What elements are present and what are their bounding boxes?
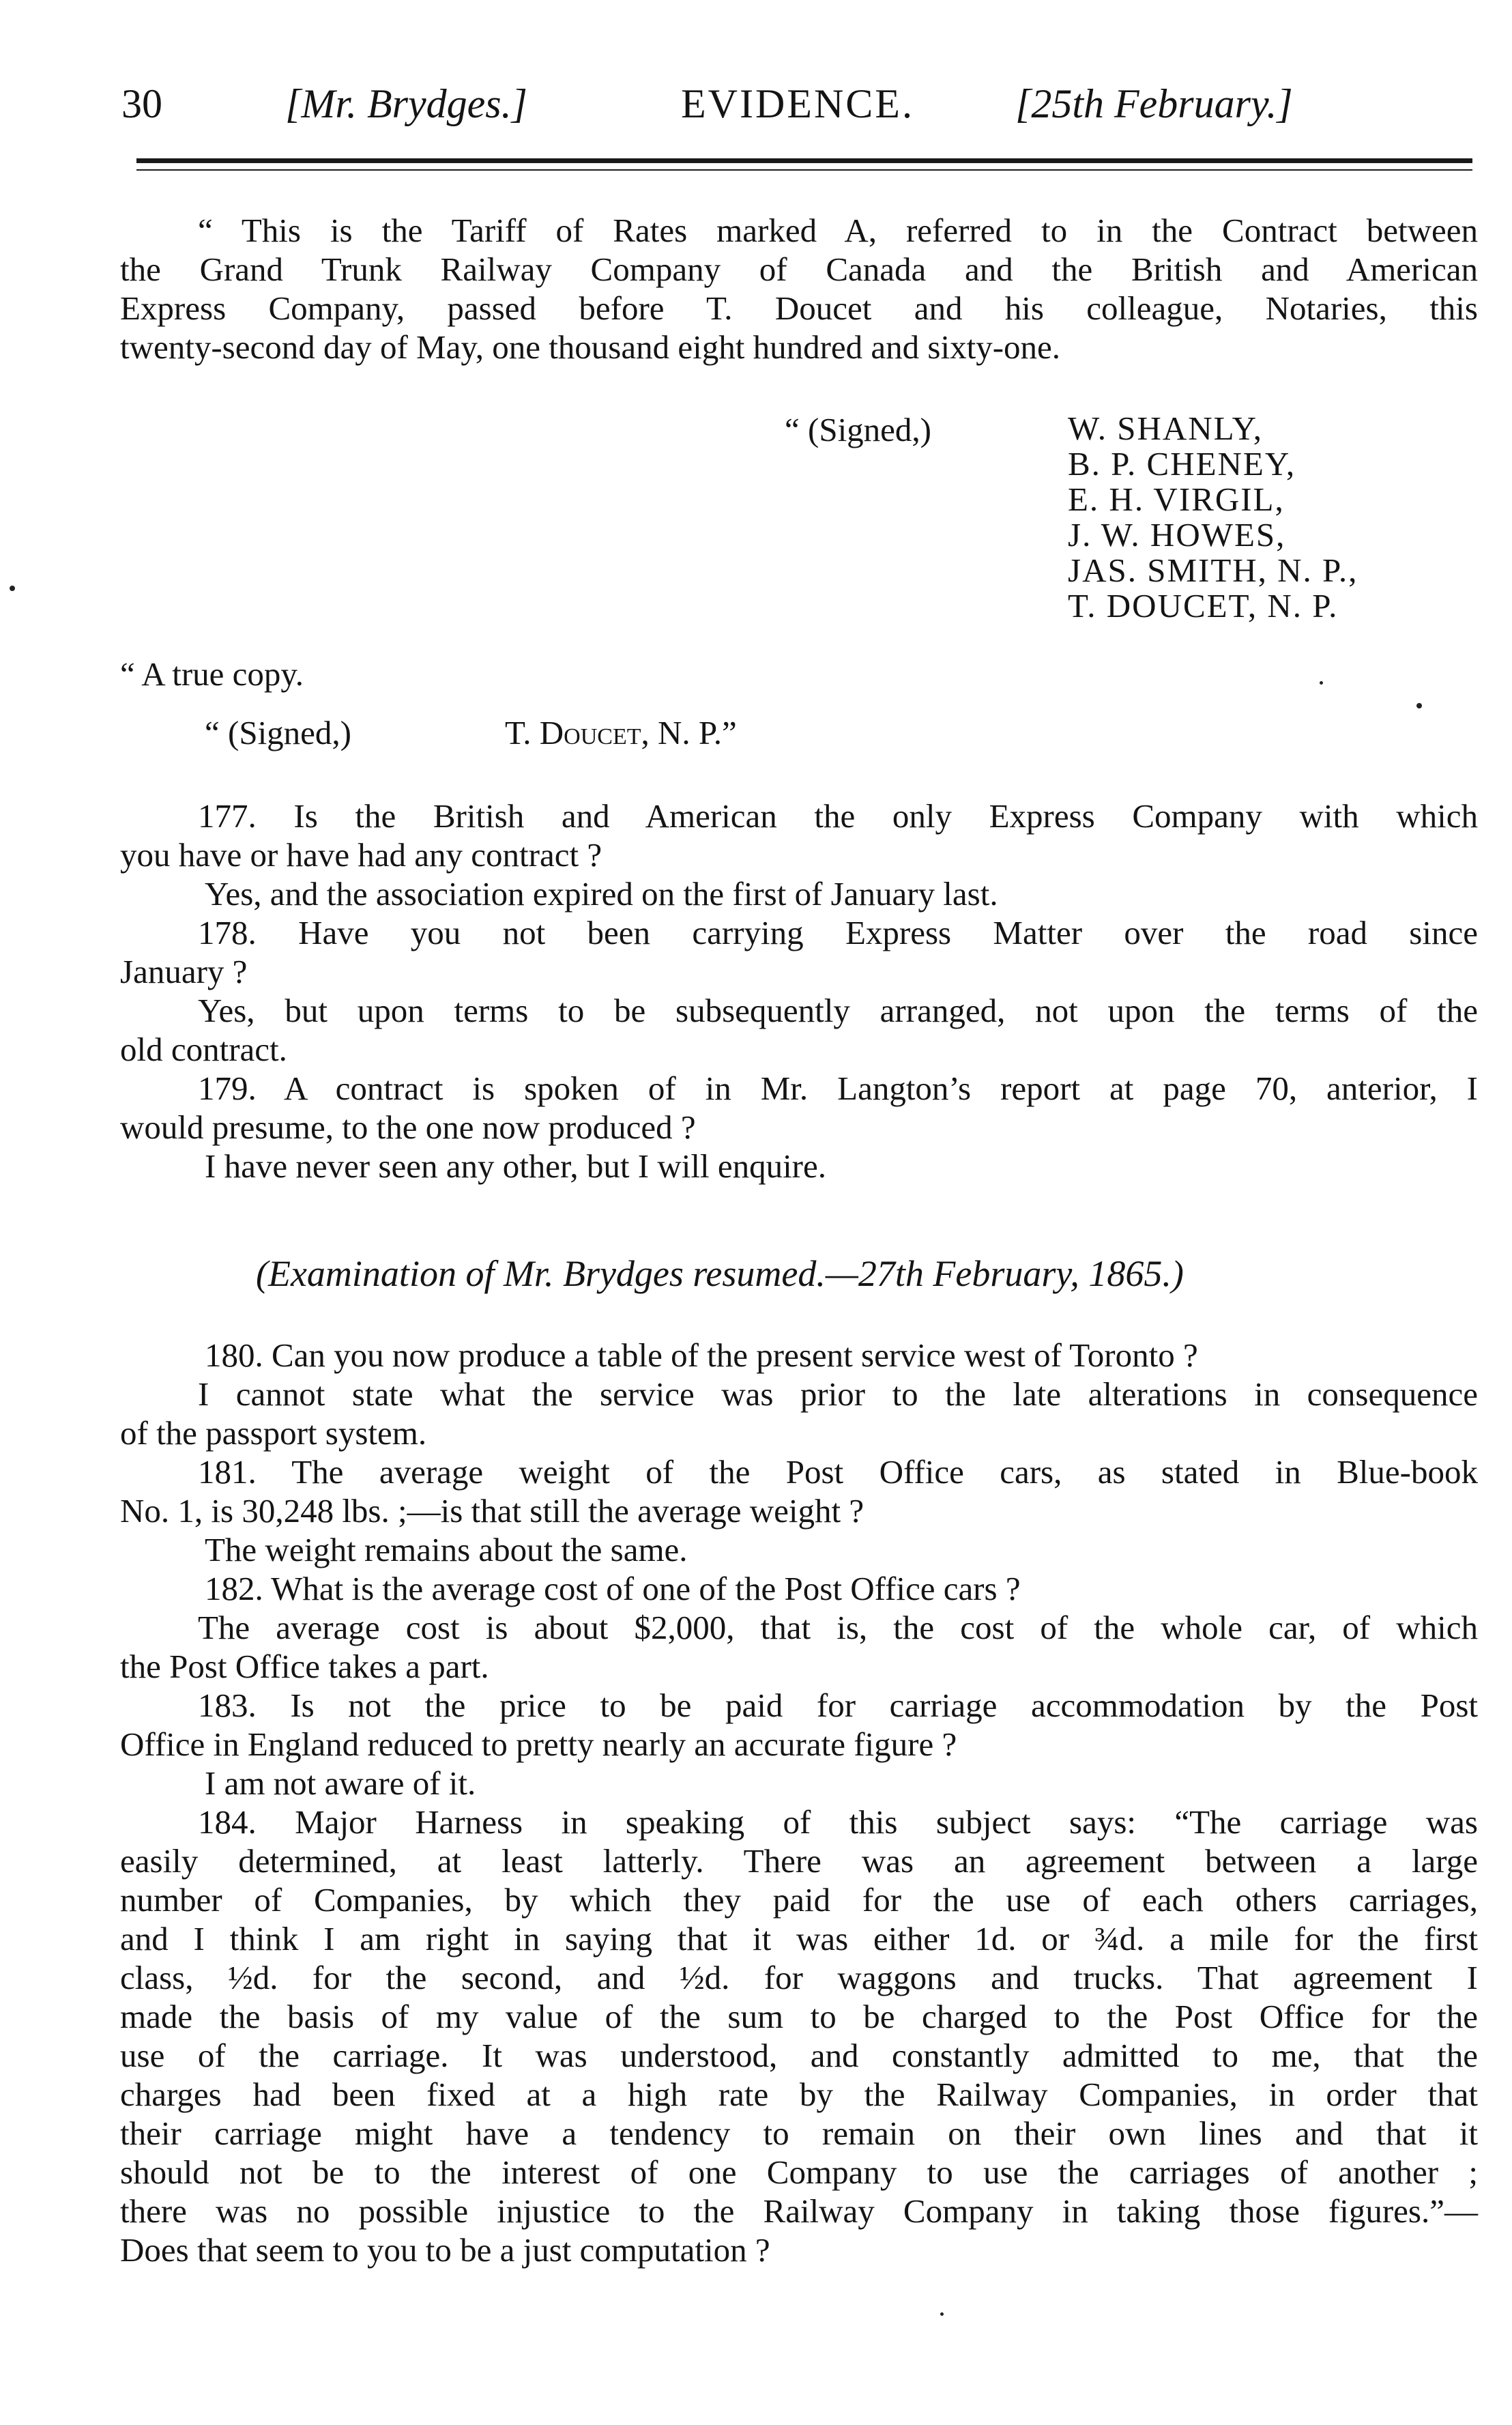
question-line: class, ½d. for the second, and ½d. for waggons and trucks. That agreement I [120, 1959, 1478, 1996]
question-178: 178. Have you not been carrying Express Matter over the road since [198, 914, 1478, 951]
signatory: W. SHANLY, [1068, 410, 1264, 447]
tariff-line: Express Company, passed before T. Doucet and his colleague, Notaries, this [120, 289, 1478, 327]
question-line: there was no possible injustice to the Railway Company in taking those figures.”— [120, 2192, 1478, 2230]
running-header [121, 76, 1472, 131]
copy-signed-label: “ (Signed,) [205, 714, 351, 751]
header-section: EVIDENCE. [681, 81, 914, 126]
answer-line: of the passport system. [120, 1414, 427, 1452]
answer-181: The weight remains about the same. [205, 1531, 688, 1568]
answer-line: old contract. [120, 1031, 287, 1068]
signatory: E. H. VIRGIL, [1068, 480, 1285, 518]
question-181: 181. The average weight of the Post Office cars, as stated in Blue-book [198, 1453, 1478, 1491]
header-rule-thin [136, 169, 1472, 171]
question-line: Does that seem to you to be a just computation ? [120, 2231, 770, 2269]
signatory-list [1068, 411, 1358, 624]
question-line: would presume, to the one now produced ? [120, 1108, 696, 1146]
header-witness: [Mr. Brydges.] [285, 81, 527, 126]
question-182: 182. What is the average cost of one of the Post Office cars ? [205, 1570, 1021, 1607]
scan-speck [1416, 703, 1422, 708]
answer-179: I have never seen any other, but I will enquire. [205, 1147, 826, 1185]
question-177: 177. Is the British and American the only Express Company with which [198, 797, 1478, 835]
question-179: 179. A contract is spoken of in Mr. Langton’s report at page 70, anterior, I [198, 1070, 1478, 1107]
tariff-line: twenty-second day of May, one thousand eight hundred and sixty-one. [120, 328, 1061, 366]
question-line: Office in England reduced to pretty nearly an accurate figure ? [120, 1725, 957, 1763]
signatory: B. P. CHENEY, [1068, 445, 1296, 483]
question-line: charges had been fixed at a high rate by the Railway Companies, in order that [120, 2076, 1478, 2113]
question-line: No. 1, is 30,248 lbs. ;—is that still the average weight ? [120, 1492, 864, 1530]
question-180: 180. Can you now produce a table of the present service west of Toronto ? [205, 1336, 1198, 1374]
signed-label: “ (Signed,) [785, 411, 931, 448]
question-line: should not be to the interest of one Company to use the carriages of another ; [120, 2153, 1478, 2191]
question-line: use of the carriage. It was understood, and constantly admitted to me, that the [120, 2037, 1478, 2074]
answer-180: I cannot state what the service was prior to the late alterations in consequence [198, 1375, 1478, 1413]
question-184: 184. Major Harness in speaking of this subject says: “The carriage was [198, 1803, 1478, 1841]
header-rule-thick [136, 158, 1472, 163]
answer-182: The average cost is about $2,000, that is, the cost of the whole car, of which [198, 1609, 1478, 1646]
copy-signer: T. Doucet, N. P.” [505, 714, 737, 751]
signatory: J. W. HOWES, [1068, 516, 1286, 554]
question-line: easily determined, at least latterly. There was an agreement between a large [120, 1842, 1478, 1880]
header-date: [25th February.] [1015, 81, 1293, 126]
true-copy-label: “ A true copy. [120, 655, 304, 693]
question-line: number of Companies, by which they paid for the use of each others carriages, [120, 1881, 1478, 1919]
scan-speck [10, 586, 15, 591]
question-line: and I think I am right in saying that it was either 1d. or ¾d. a mile for the first [120, 1920, 1478, 1957]
question-183: 183. Is not the price to be paid for carriage accommodation by the Post [198, 1687, 1478, 1724]
question-line: their carriage might have a tendency to remain on their own lines and that it [120, 2114, 1478, 2152]
tariff-line: the Grand Trunk Railway Company of Canada and the British and American [120, 250, 1478, 288]
question-line: you have or have had any contract ? [120, 836, 602, 874]
scan-speck [940, 2312, 944, 2316]
question-line: January ? [120, 953, 248, 990]
answer-line: the Post Office takes a part. [120, 1648, 489, 1685]
tariff-line: “ This is the Tariff of Rates marked A, referred to in the Contract between [198, 212, 1478, 249]
answer-177: Yes, and the association expired on the first of January last. [205, 875, 998, 913]
answer-178: Yes, but upon terms to be subsequently arranged, not upon the terms of the [198, 992, 1478, 1029]
scan-speck [1320, 681, 1323, 685]
question-line: made the basis of my value of the sum to be charged to the Post Office for the [120, 1998, 1478, 2035]
answer-183: I am not aware of it. [205, 1764, 476, 1802]
page-number: 30 [121, 81, 162, 126]
section-title: (Examination of Mr. Brydges resumed.—27th February, 1865.) [256, 1253, 1184, 1294]
signatory: JAS. SMITH, N. P., [1068, 551, 1358, 589]
signatory: T. DOUCET, N. P. [1068, 587, 1339, 625]
